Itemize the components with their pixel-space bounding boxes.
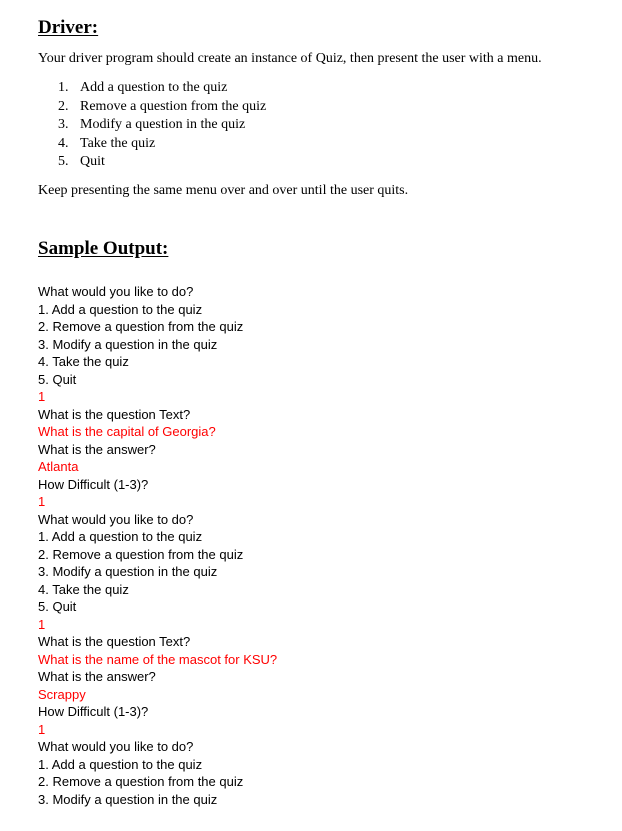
user-input-line: What is the name of the mascot for KSU? — [38, 651, 278, 667]
menu-item-number: 2. — [58, 98, 69, 114]
program-output-line: 1. Add a question to the quiz — [38, 301, 203, 317]
driver-menu-item — [38, 135, 266, 154]
program-output-line: 1. Add a question to the quiz — [38, 756, 203, 772]
sample-output-heading: Sample Output: — [38, 238, 169, 259]
menu-item-number: 1. — [58, 80, 69, 95]
program-output-line: 4. Take the quiz — [38, 581, 129, 597]
driver-menu-list — [38, 79, 266, 172]
program-output-line: What would you like to do? — [38, 511, 194, 527]
user-input-line: 1 — [38, 721, 46, 737]
user-input-line: Atlanta — [38, 459, 79, 474]
driver-outro-paragraph: Keep presenting the same menu over and over until the user quits. — [38, 183, 409, 198]
user-input-line: 1 — [38, 616, 46, 632]
driver-menu-item — [38, 79, 266, 98]
program-output-line: How Difficult (1-3)? — [38, 704, 149, 719]
program-output-line: 1. Add a question to the quiz — [38, 529, 203, 544]
program-output-line: 2. Remove a question from the quiz — [38, 774, 244, 789]
driver-menu-item — [38, 153, 266, 172]
program-output-line: 4. Take the quiz — [38, 354, 129, 369]
menu-item-label: Modify a question in the quiz — [80, 117, 246, 132]
menu-item-number: 5. — [58, 154, 69, 169]
program-output-line: 2. Remove a question from the quiz — [38, 546, 244, 562]
driver-menu-item — [38, 98, 266, 117]
program-output-line: What is the answer? — [38, 669, 156, 684]
program-output-line: What is the answer? — [38, 441, 156, 457]
menu-item-label: Take the quiz — [80, 135, 156, 151]
program-output-line: What is the question Text? — [38, 634, 191, 649]
program-output-line: 5. Quit — [38, 371, 77, 387]
user-input-line: 1 — [38, 494, 46, 509]
program-output-line: What would you like to do? — [38, 284, 194, 299]
program-output-line: 5. Quit — [38, 599, 77, 614]
program-output-line: 3. Modify a question in the quiz — [38, 791, 218, 807]
driver-menu-item — [38, 116, 266, 135]
program-output-line: What is the question Text? — [38, 406, 191, 422]
program-output-line: What would you like to do? — [38, 739, 194, 754]
program-output-line: How Difficult (1-3)? — [38, 476, 149, 492]
program-output-line: 3. Modify a question in the quiz — [38, 564, 218, 579]
menu-item-number: 3. — [58, 117, 69, 132]
user-input-line: What is the capital of Georgia? — [38, 424, 216, 439]
driver-intro-paragraph: Your driver program should create an instance of Quiz, then present the user with a menu. — [38, 51, 542, 66]
user-input-line: 1 — [38, 389, 46, 404]
program-output-line: 3. Modify a question in the quiz — [38, 336, 218, 352]
menu-item-label: Remove a question from the quiz — [80, 98, 267, 114]
menu-item-label: Quit — [80, 154, 105, 169]
user-input-line: Scrappy — [38, 686, 86, 702]
menu-item-label: Add a question to the quiz — [80, 80, 228, 95]
driver-heading: Driver: — [38, 17, 99, 38]
menu-item-number: 4. — [58, 135, 69, 151]
program-output-line: 2. Remove a question from the quiz — [38, 319, 244, 334]
sample-output-lines — [38, 283, 277, 808]
